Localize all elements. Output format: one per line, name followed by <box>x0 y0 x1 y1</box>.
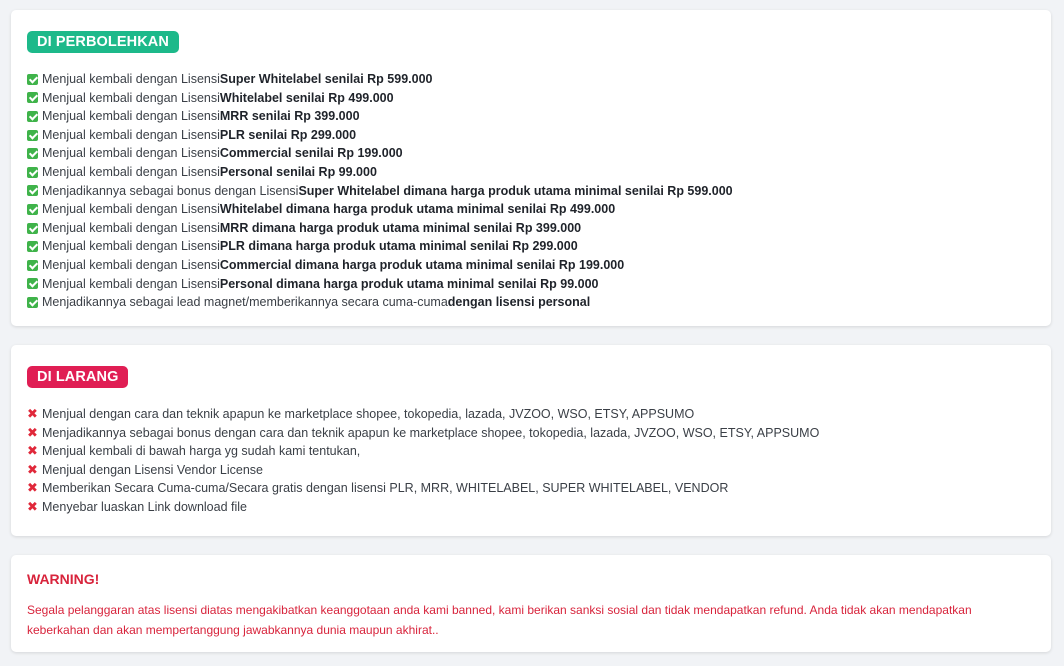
allowed-card <box>11 10 1051 326</box>
list-item: Menjual kembali dengan Lisensi MRR senilai Rp 399.000 <box>27 107 733 126</box>
check-mark-icon <box>27 278 38 289</box>
warning-title: WARNING! <box>27 571 100 587</box>
list-item: Menjadikannya sebagai lead magnet/memberikannya secara cuma-cuma dengan lisensi personal <box>27 293 733 312</box>
list-item: Menjual kembali dengan Lisensi PLR dimana harga produk utama minimal senilai Rp 299.000 <box>27 237 733 256</box>
check-mark-icon <box>27 223 38 234</box>
cross-mark-icon: ✖ <box>27 424 38 440</box>
warning-card <box>11 555 1051 652</box>
check-mark-icon <box>27 241 38 252</box>
list-item: ✖ Menyebar luaskan Link download file <box>27 498 819 517</box>
allowed-badge: DI PERBOLEHKAN <box>27 31 179 53</box>
warning-text: Segala pelanggaran atas lisensi diatas mengakibatkan keanggotaan anda kami banned, kami berikan sanksi sosial dan tidak mendapatkan refund. Anda tidak akan mendapatkan keberkahan dan akan mempertanggung jawabkannya dunia maupun akhirat.. <box>27 603 972 637</box>
list-item: ✖ Menjual dengan Lisensi Vendor License <box>27 461 819 480</box>
list-item: Menjual kembali dengan Lisensi Personal dimana harga produk utama minimal senilai Rp 99.000 <box>27 275 733 294</box>
list-item: Menjual kembali dengan Lisensi Whitelabel dimana harga produk utama minimal senilai Rp 499.000 <box>27 200 733 219</box>
check-mark-icon <box>27 111 38 122</box>
list-item: Menjual kembali dengan Lisensi Whitelabel senilai Rp 499.000 <box>27 89 733 108</box>
check-mark-icon <box>27 167 38 178</box>
list-item: Menjual kembali dengan Lisensi Commercial senilai Rp 199.000 <box>27 144 733 163</box>
list-item: Menjadikannya sebagai bonus dengan Lisensi Super Whitelabel dimana harga produk utama minimal senilai Rp 599.000 <box>27 182 733 201</box>
list-item: Menjual kembali dengan Lisensi Commercial dimana harga produk utama minimal senilai Rp 199.000 <box>27 256 733 275</box>
allowed-list <box>27 70 733 312</box>
list-item: ✖ Menjual dengan cara dan teknik apapun ke marketplace shopee, tokopedia, lazada, JVZOO, WSO, ETSY, APPSUMO <box>27 405 819 424</box>
check-mark-icon <box>27 260 38 271</box>
check-mark-icon <box>27 130 38 141</box>
cross-mark-icon: ✖ <box>27 461 38 477</box>
list-item: ✖ Menjadikannya sebagai bonus dengan cara dan teknik apapun ke marketplace shopee, tokopedia, lazada, JVZOO, WSO, ETSY, APPSUMO <box>27 424 819 443</box>
check-mark-icon <box>27 74 38 85</box>
list-item: ✖ Memberikan Secara Cuma-cuma/Secara gratis dengan lisensi PLR, MRR, WHITELABEL, SUPER WHITELABEL, VENDOR <box>27 479 819 498</box>
check-mark-icon <box>27 148 38 159</box>
list-item: Menjual kembali dengan Lisensi PLR senilai Rp 299.000 <box>27 126 733 145</box>
cross-mark-icon: ✖ <box>27 443 38 459</box>
list-item: Menjual kembali dengan Lisensi MRR dimana harga produk utama minimal senilai Rp 399.000 <box>27 219 733 238</box>
cross-mark-icon: ✖ <box>27 480 38 496</box>
list-item: Menjual kembali dengan Lisensi Super Whitelabel senilai Rp 599.000 <box>27 70 733 89</box>
list-item: Menjual kembali dengan Lisensi Personal senilai Rp 99.000 <box>27 163 733 182</box>
forbidden-badge: DI LARANG <box>27 366 128 388</box>
check-mark-icon <box>27 185 38 196</box>
cross-mark-icon: ✖ <box>27 498 38 514</box>
forbidden-list <box>27 405 819 517</box>
cross-mark-icon: ✖ <box>27 406 38 421</box>
forbidden-card <box>11 345 1051 536</box>
check-mark-icon <box>27 92 38 103</box>
check-mark-icon <box>27 204 38 215</box>
list-item: ✖ Menjual kembali di bawah harga yg sudah kami tentukan, <box>27 442 819 461</box>
check-mark-icon <box>27 297 38 308</box>
